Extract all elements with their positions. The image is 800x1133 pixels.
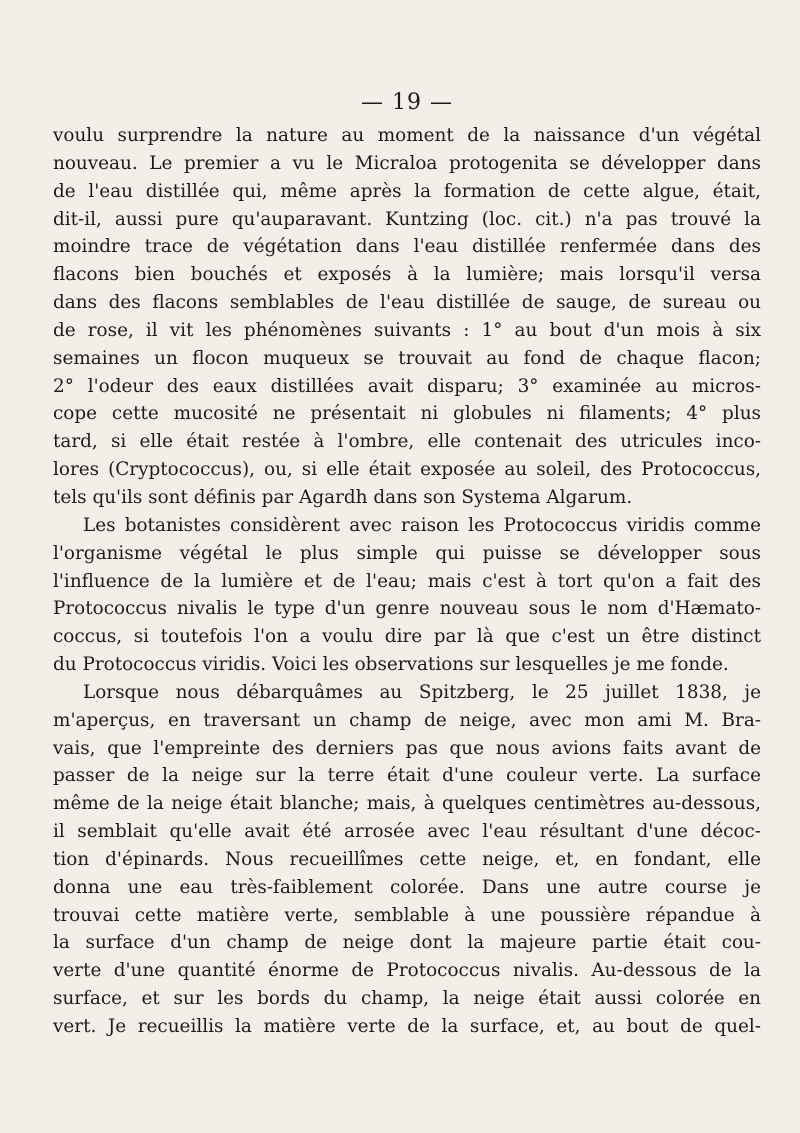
text-line: dans des flacons semblables de l'eau distillée de sauge, de sureau ou	[53, 292, 761, 314]
text-line: nouveau. Le premier a vu le Micraloa protogenita se développer dans	[53, 152, 761, 174]
text-line: tard, si elle était restée à l'ombre, elle contenait des utricules inco-	[53, 431, 761, 453]
text-line: la surface d'un champ de neige dont la majeure partie était cou-	[53, 932, 761, 954]
paragraph-2	[53, 512, 761, 679]
text-line: Lorsque nous débarquâmes au Spitzberg, le 25 juillet 1838, je	[83, 681, 761, 703]
text-line: l'organisme végétal le plus simple qui puisse se développer sous	[53, 542, 761, 564]
text-line: du Protococcus viridis. Voici les observations sur lesquelles je me fonde.	[53, 654, 729, 676]
paragraph-1	[53, 122, 761, 512]
text-line: de rose, il vit les phénomènes suivants : 1° au bout d'un mois à six	[53, 319, 761, 341]
paragraph-3	[53, 679, 761, 1041]
text-line: Les botanistes considèrent avec raison les Protococcus viridis comme	[83, 514, 761, 536]
text-line: donna une eau très-faiblement colorée. Dans une autre course je	[53, 876, 761, 898]
text-line: surface, et sur les bords du champ, la neige était aussi colorée en	[53, 988, 761, 1010]
text-line: cope cette mucosité ne présentait ni globules ni filaments; 4° plus	[53, 403, 761, 425]
document-page	[53, 92, 761, 1041]
text-line: coccus, si toutefois l'on a voulu dire par là que c'est un être distinct	[53, 626, 761, 648]
text-line: flacons bien bouchés et exposés à la lumière; mais lorsqu'il versa	[53, 264, 761, 286]
text-line: m'aperçus, en traversant un champ de neige, avec mon ami M. Bra-	[53, 709, 761, 731]
text-line: verte d'une quantité énorme de Protococcus nivalis. Au-dessous de la	[53, 960, 761, 982]
text-line: dit-il, aussi pure qu'auparavant. Kuntzing (loc. cit.) n'a pas trouvé la	[53, 208, 761, 230]
text-line: lores (Cryptococcus), ou, si elle était exposée au soleil, des Protococcus,	[53, 459, 761, 481]
text-line: il semblait qu'elle avait été arrosée avec l'eau résultant d'une décoc-	[53, 821, 761, 843]
text-line: vais, que l'empreinte des derniers pas que nous avions faits avant de	[53, 737, 761, 759]
text-line: tion d'épinards. Nous recueillîmes cette neige, et, en fondant, elle	[53, 848, 761, 870]
text-line: trouvai cette matière verte, semblable à une poussière répandue à	[53, 904, 761, 926]
text-line: moindre trace de végétation dans l'eau distillée renfermée dans des	[53, 236, 761, 258]
text-line: même de la neige était blanche; mais, à quelques centimètres au-dessous,	[53, 793, 761, 815]
page-number: — 19 —	[361, 90, 453, 115]
text-line: l'influence de la lumière et de l'eau; mais c'est à tort qu'on a fait des	[53, 570, 761, 592]
text-line: passer de la neige sur la terre était d'une couleur verte. La surface	[53, 765, 761, 787]
text-line: vert. Je recueillis la matière verte de la surface, et, au bout de quel-	[53, 1016, 761, 1037]
text-line: tels qu'ils sont définis par Agardh dans son Systema Algarum.	[53, 486, 633, 508]
text-line: de l'eau distillée qui, même après la formation de cette algue, était,	[53, 180, 761, 202]
body-text	[53, 122, 761, 1041]
text-line: voulu surprendre la nature au moment de la naissance d'un végétal	[53, 125, 761, 146]
text-line: semaines un flocon muqueux se trouvait au fond de chaque flacon;	[53, 347, 761, 369]
text-line: 2° l'odeur des eaux distillées avait disparu; 3° examinée au micros-	[53, 375, 761, 397]
text-line: Protococcus nivalis le type d'un genre nouveau sous le nom d'Hæmato-	[53, 598, 761, 620]
